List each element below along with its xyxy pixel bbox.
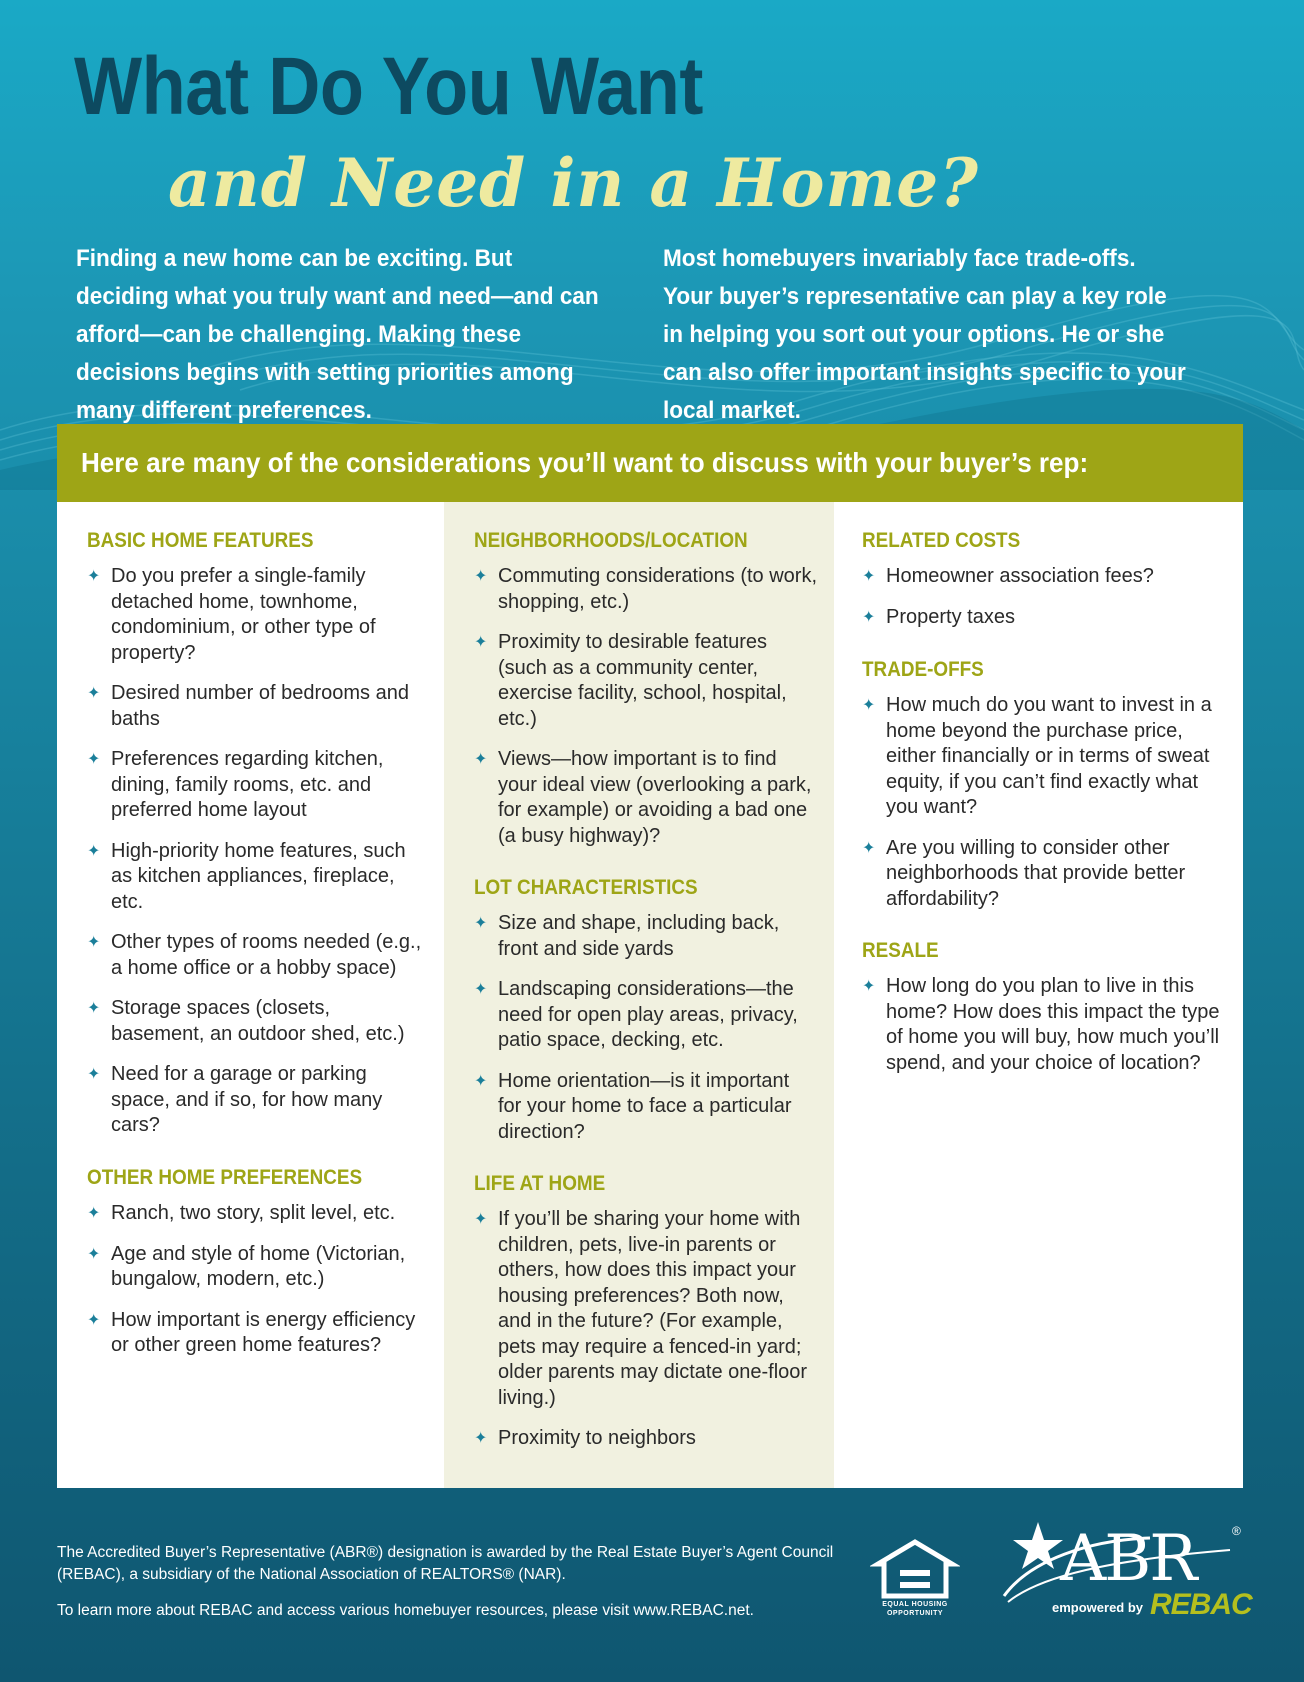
four-point-star-icon: ✦	[87, 751, 101, 768]
list-item: ✦ How long do you plan to live in this home? How does this impact the type of home you will buy, how much you’ll spend, and your choice of location?	[862, 974, 1227, 1076]
section-heading-basic-home-features: BASIC HOME FEATURES	[87, 529, 314, 552]
list-item: ✦ How important is energy efficiency or other green home features?	[87, 1308, 428, 1359]
equal-housing-house-icon	[870, 1538, 960, 1600]
page-title: What Do You Want	[74, 41, 703, 132]
section-heading-lot-characteristics: LOT CHARACTERISTICS	[474, 876, 698, 899]
four-point-star-icon: ✦	[87, 1311, 101, 1329]
list-item: ✦ Commuting considerations (to work, shopping, etc.)	[474, 564, 818, 615]
empowered-by-text: empowered by	[1052, 1600, 1144, 1615]
list-item: ✦ Desired number of bedrooms and baths	[87, 681, 428, 732]
section-heading-resale: RESALE	[862, 939, 939, 962]
abr-logo	[1000, 1520, 1250, 1630]
four-point-star-icon: ✦	[862, 697, 876, 714]
page-subtitle: and Need in a Home?	[168, 144, 979, 222]
related-costs-list	[862, 564, 1227, 631]
list-item: ✦ Landscaping considerations—the need for open play areas, privacy, patio space, decking, etc.	[474, 977, 818, 1054]
abr-logo-text: ABR	[1060, 1522, 1196, 1596]
four-point-star-icon: ✦	[474, 1072, 488, 1090]
four-point-star-icon: ✦	[862, 978, 876, 995]
intro-left-paragraph: Finding a new home can be exciting. But deciding what you truly want and need—and can afford—can be challenging. Making these decisions begins with setting priorities among many different preferences.	[76, 245, 599, 424]
four-point-star-icon: ✦	[87, 934, 101, 951]
four-point-star-icon: ✦	[474, 981, 488, 998]
four-point-star-icon: ✦	[474, 751, 488, 768]
list-item: ✦ Age and style of home (Victorian, bungalow, modern, etc.)	[87, 1242, 428, 1293]
basic-home-features-list	[87, 564, 428, 1139]
four-point-star-icon: ✦	[862, 568, 876, 585]
other-home-preferences-list	[87, 1201, 428, 1359]
life-at-home-list	[474, 1207, 818, 1452]
list-item: ✦ Home orientation—is it important for your home to face a particular direction?	[474, 1069, 818, 1146]
section-heading-neighborhoods-location: NEIGHBORHOODS/LOCATION	[474, 529, 748, 552]
list-item: ✦ High-priority home features, such as kitchen appliances, fireplace, etc.	[87, 839, 428, 916]
footer-abr-description: The Accredited Buyer’s Representative (ABR®) designation is awarded by the Real Estate Buyer’s Agent Council (REBAC), a subsidiary of the National Association of REALTORS® (NAR).	[57, 1544, 834, 1583]
rebac-logo-text: REBAC	[1150, 1588, 1252, 1621]
list-item: ✦ If you’ll be sharing your home with children, pets, live-in parents or others, how does this impact your housing preferences? Both now, and in the future? (For example, pets may require a fenced-in yard; older parents may dictate one-floor living.)	[474, 1207, 818, 1411]
abr-registered-mark: ®	[1232, 1524, 1241, 1538]
intro-right-paragraph: Most homebuyers invariably face trade-offs. Your buyer’s representative can play a key role in helping you sort out your options. He or she can also offer important insights specific to your local market.	[663, 245, 1186, 424]
equal-housing-logo	[870, 1538, 960, 1620]
four-point-star-icon: ✦	[474, 1211, 488, 1228]
resale-list	[862, 974, 1227, 1076]
four-point-star-icon: ✦	[87, 842, 101, 860]
four-point-star-icon: ✦	[87, 568, 101, 585]
four-point-star-icon: ✦	[87, 1204, 101, 1222]
four-point-star-icon: ✦	[474, 915, 488, 932]
column-basic-features	[57, 502, 444, 1488]
list-item: ✦ Other types of rooms needed (e.g., a home office or a hobby space)	[87, 930, 428, 981]
section-heading-related-costs: RELATED COSTS	[862, 529, 1021, 552]
four-point-star-icon: ✦	[862, 839, 876, 857]
list-item: ✦ Ranch, two story, split level, etc.	[87, 1201, 428, 1227]
list-item: ✦ Proximity to neighbors	[474, 1426, 818, 1452]
list-item: ✦ How much do you want to invest in a home beyond the purchase price, either financially or in terms of sweat equity, if you can’t find exactly what you want?	[862, 693, 1227, 821]
four-point-star-icon: ✦	[474, 1430, 488, 1447]
column-costs	[834, 502, 1243, 1488]
list-item: ✦ Proximity to desirable features (such as a community center, exercise facility, school, hospital, etc.)	[474, 630, 818, 732]
four-point-star-icon: ✦	[474, 568, 488, 585]
four-point-star-icon: ✦	[87, 1000, 101, 1017]
lot-characteristics-list	[474, 911, 818, 1145]
list-item: ✦ Preferences regarding kitchen, dining, family rooms, etc. and preferred home layout	[87, 747, 428, 824]
trade-offs-list	[862, 693, 1227, 912]
list-item: ✦ Need for a garage or parking space, and if so, for how many cars?	[87, 1062, 428, 1139]
banner-text: Here are many of the considerations you’ll want to discuss with your buyer’s rep:	[81, 447, 1089, 478]
section-heading-life-at-home: LIFE AT HOME	[474, 1172, 606, 1195]
list-item: ✦ Property taxes	[862, 605, 1227, 631]
column-location	[444, 502, 834, 1488]
four-point-star-icon: ✦	[87, 1245, 101, 1263]
four-point-star-icon: ✦	[474, 634, 488, 651]
neighborhoods-list	[474, 564, 818, 849]
footer-rebac-link-text: To learn more about REBAC and access various homebuyer resources, please visit www.REBAC.net.	[57, 1602, 754, 1619]
list-item: ✦ Do you prefer a single-family detached home, townhome, condominium, or other type of property?	[87, 564, 428, 666]
four-point-star-icon: ✦	[87, 685, 101, 702]
equal-housing-label: EQUAL HOUSING OPPORTUNITY	[882, 1601, 948, 1617]
four-point-star-icon: ✦	[87, 1066, 101, 1083]
list-item: ✦ Homeowner association fees?	[862, 564, 1227, 590]
list-item: ✦ Are you willing to consider other neighborhoods that provide better affordability?	[862, 836, 1227, 913]
list-item: ✦ Size and shape, including back, front and side yards	[474, 911, 818, 962]
four-point-star-icon: ✦	[862, 609, 876, 626]
section-heading-trade-offs: TRADE-OFFS	[862, 658, 984, 681]
list-item: ✦ Storage spaces (closets, basement, an outdoor shed, etc.)	[87, 996, 428, 1047]
section-heading-other-home-preferences: OTHER HOME PREFERENCES	[87, 1165, 363, 1189]
considerations-banner	[57, 424, 1243, 502]
list-item: ✦ Views—how important is to find your ideal view (overlooking a park, for example) or avoiding a bad one (a busy highway)?	[474, 747, 818, 849]
